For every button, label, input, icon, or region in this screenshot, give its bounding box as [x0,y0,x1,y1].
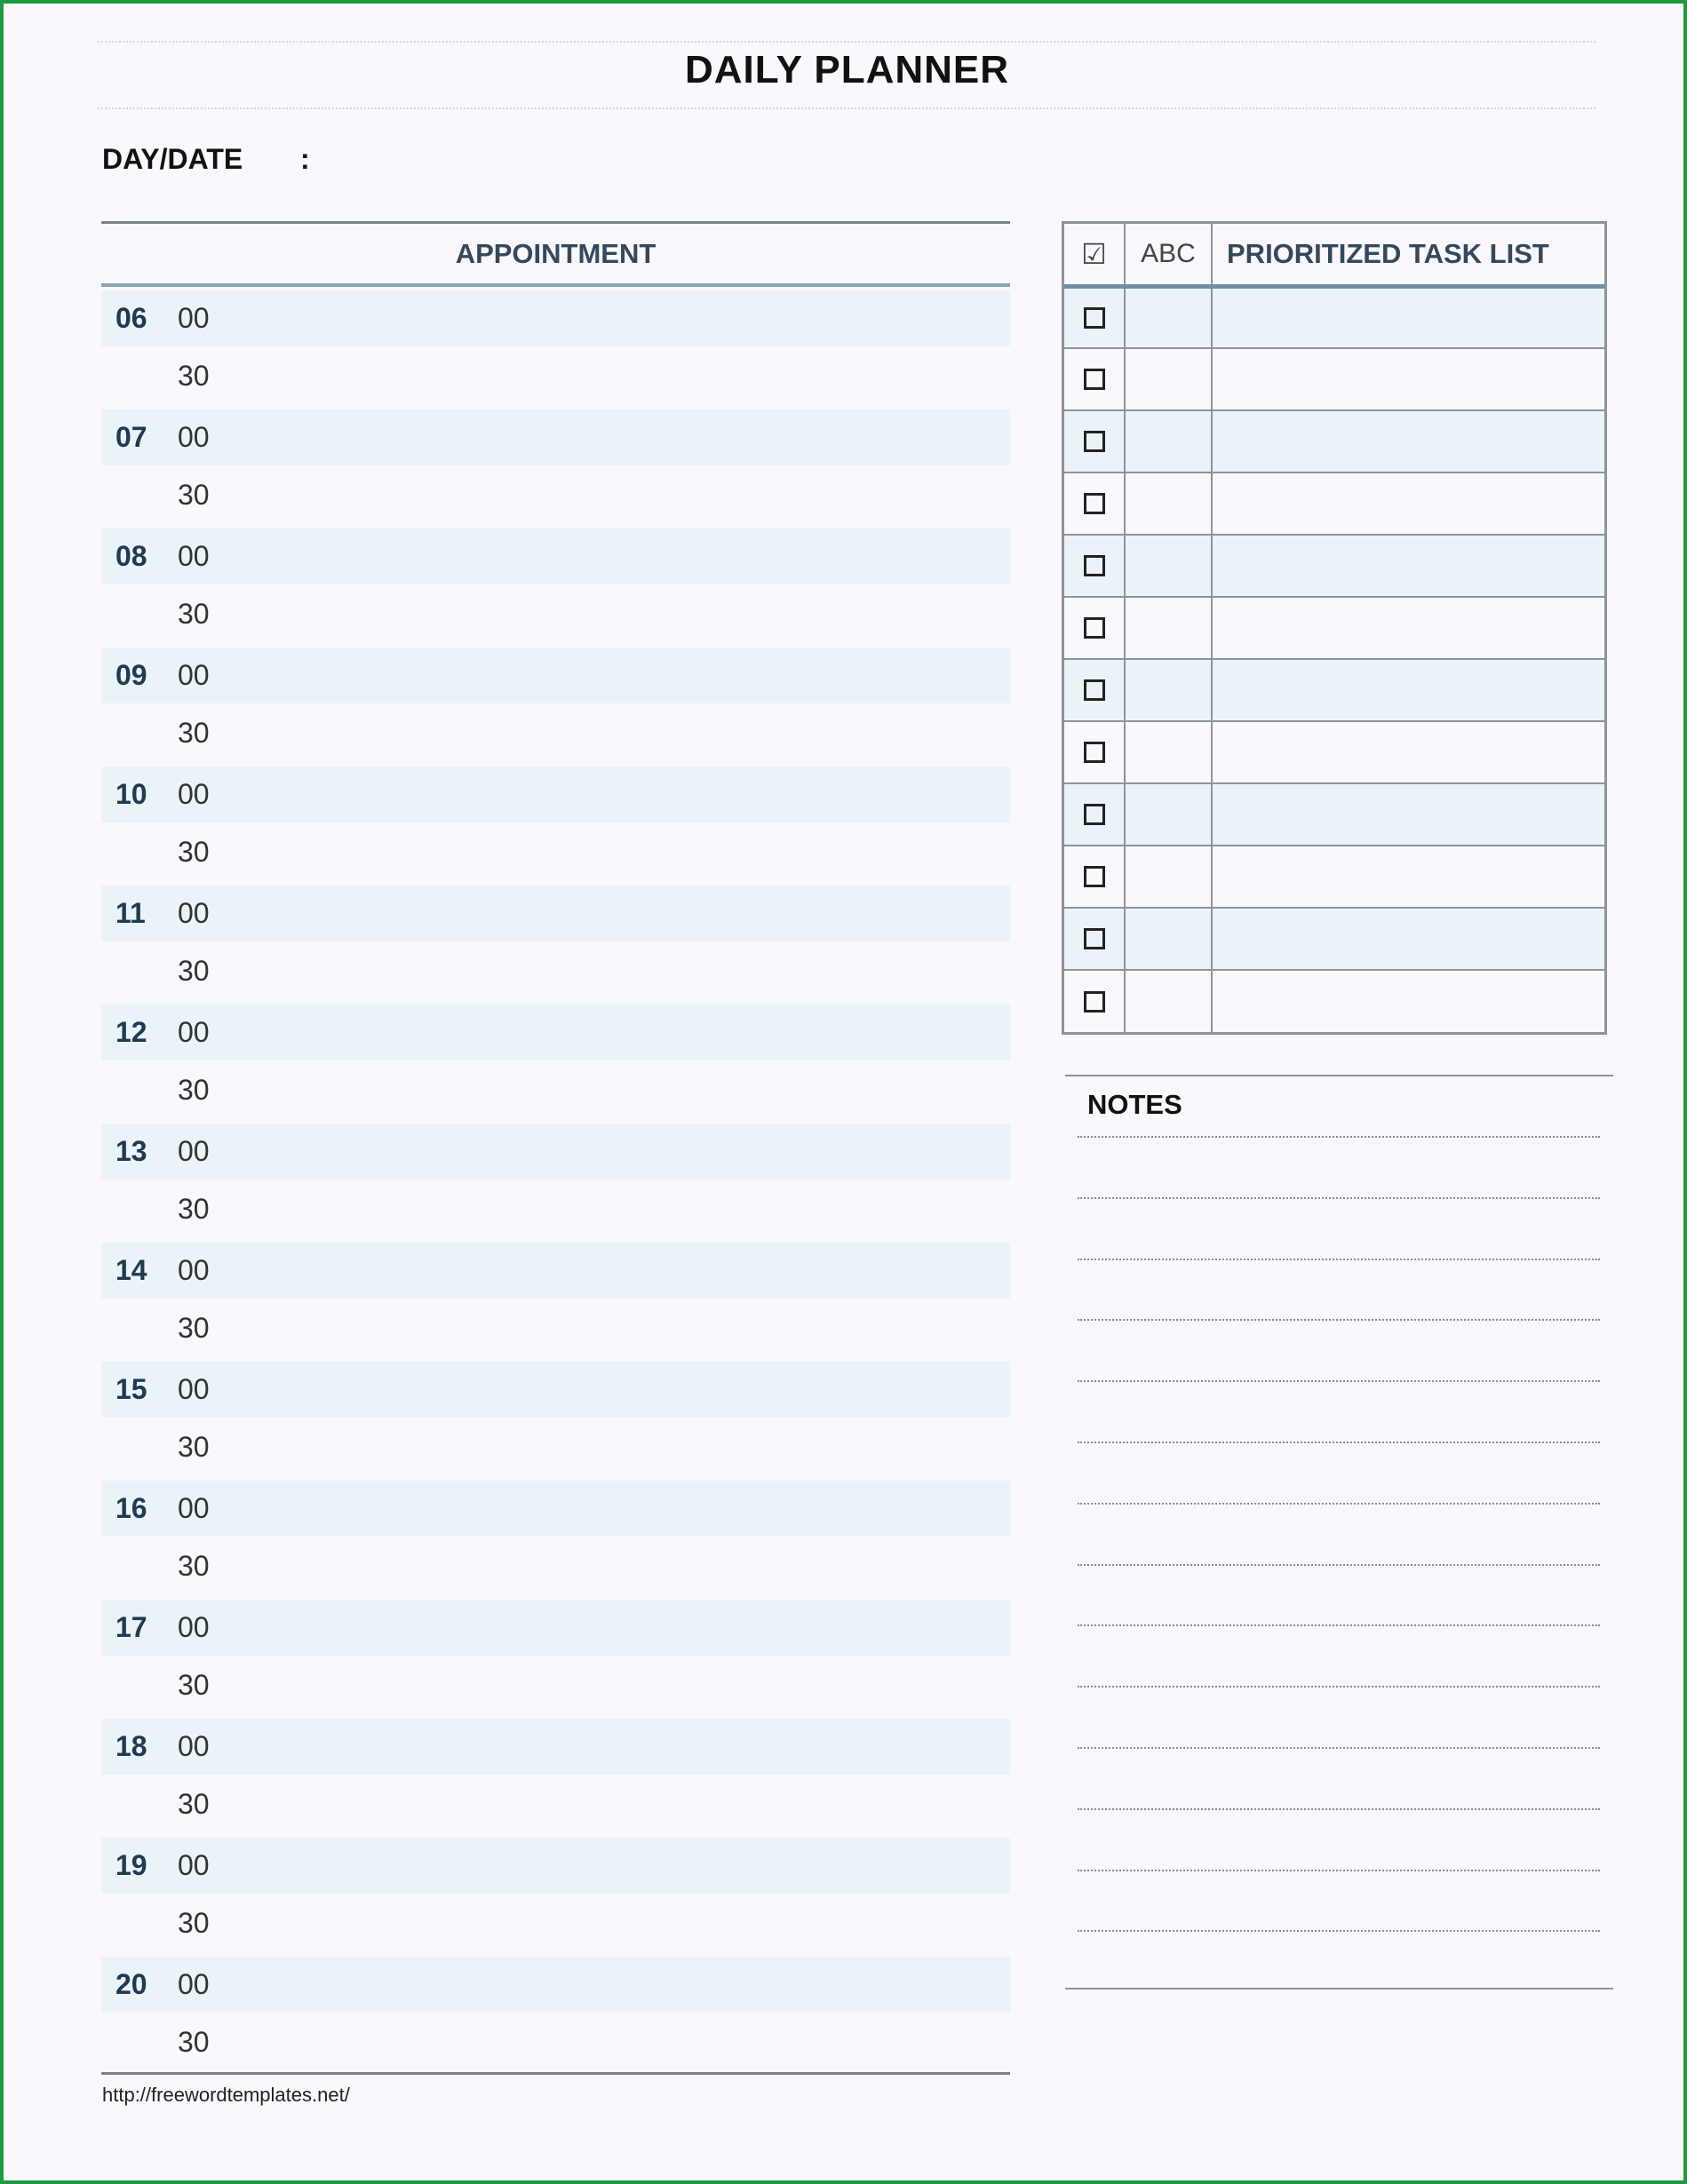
page-title: DAILY PLANNER [684,48,1010,91]
slot-minute: 30 [178,1550,210,1582]
task-row [1064,659,1604,721]
task-checkbox-cell [1064,286,1125,348]
top-dotted-rule [98,41,1595,43]
task-row [1064,286,1604,348]
task-priority-cell[interactable] [1125,286,1212,348]
task-checkbox-cell [1064,721,1125,783]
slot-minute: 00 [178,302,210,334]
task-row [1064,721,1604,783]
note-line[interactable] [1078,1441,1600,1443]
task-text-cell[interactable] [1212,970,1604,1032]
appointment-slot[interactable] [101,584,1010,644]
slot-minute: 30 [178,1193,210,1225]
appointment-slot[interactable] [101,703,1010,763]
note-line[interactable] [1078,1259,1600,1260]
note-line[interactable] [1078,1319,1600,1321]
appointment-slot[interactable] [101,409,1010,465]
task-row [1064,783,1604,846]
task-checkbox-cell [1064,846,1125,908]
appointment-section [101,221,1010,2075]
appointment-slot[interactable] [101,1362,1010,1418]
slot-minute: 30 [178,1788,210,1820]
checkbox-icon[interactable] [1084,742,1105,763]
task-priority-cell[interactable] [1125,846,1212,908]
notes-top-rule [1065,1075,1613,1076]
appointment-slot[interactable] [101,1179,1010,1239]
slot-minute: 30 [178,955,210,987]
slot-hour: 18 [115,1730,147,1762]
note-line[interactable] [1078,1197,1600,1199]
appointment-slot[interactable] [101,1298,1010,1358]
slot-hour: 14 [115,1254,147,1286]
task-text-cell[interactable] [1212,908,1604,970]
day-date-colon[interactable]: : [300,143,310,175]
slot-hour: 11 [115,897,146,929]
task-text-cell[interactable] [1212,783,1604,846]
appointment-slot[interactable] [101,290,1010,346]
task-checkbox-cell [1064,473,1125,535]
task-checkbox-cell [1064,908,1125,970]
slot-minute: 00 [178,421,210,453]
task-row [1064,846,1604,908]
slot-minute: 00 [178,1135,210,1167]
appointment-slot[interactable] [101,346,1010,406]
appointment-slot[interactable] [101,1719,1010,1775]
slot-minute: 30 [178,836,210,868]
note-line[interactable] [1078,1930,1600,1932]
task-priority-cell[interactable] [1125,473,1212,535]
appointment-slot[interactable] [101,1005,1010,1060]
appointment-slots [101,290,1010,2072]
checkbox-icon[interactable] [1084,431,1105,452]
task-text-cell[interactable] [1212,286,1604,348]
slot-minute: 00 [178,897,210,929]
appointment-slot[interactable] [101,647,1010,703]
slot-hour: 20 [115,1968,147,2000]
checkbox-icon[interactable] [1084,493,1105,514]
checkbox-icon[interactable] [1084,991,1105,1013]
appointment-slot[interactable] [101,1894,1010,1953]
appointment-slot[interactable] [101,1775,1010,1834]
task-text-cell[interactable] [1212,348,1604,410]
task-list [1062,221,1607,1035]
task-checkbox-cell [1064,348,1125,410]
task-priority-cell[interactable] [1125,783,1212,846]
appointment-slot[interactable] [101,465,1010,525]
slot-minute: 00 [178,1968,210,2000]
slot-hour: 09 [115,659,147,691]
appointment-slot[interactable] [101,766,1010,822]
task-text-cell[interactable] [1212,410,1604,473]
checkbox-icon[interactable] [1084,369,1105,390]
task-checkbox-cell [1064,659,1125,721]
task-text-cell[interactable] [1212,535,1604,597]
appointment-slot[interactable] [101,822,1010,882]
notes-section [1065,1075,1613,1989]
slot-minute: 00 [178,1254,210,1286]
slot-hour: 13 [115,1135,147,1167]
slot-hour: 12 [115,1016,147,1048]
note-line[interactable] [1078,1380,1600,1382]
note-line[interactable] [1078,1870,1600,1871]
task-text-cell[interactable] [1212,846,1604,908]
check-header-icon: ☑ [1064,224,1125,286]
slot-hour: 10 [115,778,147,810]
slot-minute: 30 [178,1074,210,1106]
task-row [1064,410,1604,473]
note-line[interactable] [1078,1136,1600,1138]
appointment-header: APPOINTMENT [101,224,1010,287]
task-text-cell[interactable] [1212,597,1604,659]
appointment-slot[interactable] [101,1418,1010,1477]
slot-hour: 19 [115,1849,147,1881]
task-rows [1064,286,1604,1032]
task-row [1064,597,1604,659]
task-row [1064,348,1604,410]
slot-minute: 00 [178,540,210,572]
notes-bottom-rule [1065,1988,1613,1989]
slot-hour: 17 [115,1611,147,1643]
slot-hour: 07 [115,421,147,453]
slot-minute: 30 [178,1431,210,1463]
footer-url[interactable]: http://freewordtemplates.net/ [102,2084,350,2106]
notes-label: NOTES [1087,1089,1182,1120]
appointment-slot[interactable] [101,1243,1010,1298]
slot-hour: 16 [115,1492,147,1524]
task-priority-cell[interactable] [1125,597,1212,659]
task-row [1064,970,1604,1032]
note-line[interactable] [1078,1808,1600,1810]
task-table [1064,224,1604,1032]
task-row [1064,535,1604,597]
priority-header: ABC [1125,224,1212,286]
task-priority-cell[interactable] [1125,659,1212,721]
slot-minute: 30 [178,598,210,630]
note-line[interactable] [1078,1747,1600,1749]
task-row [1064,908,1604,970]
task-priority-cell[interactable] [1125,410,1212,473]
slot-minute: 30 [178,717,210,749]
appointment-slot[interactable] [101,1481,1010,1537]
appointment-slot[interactable] [101,1060,1010,1120]
slot-hour: 15 [115,1373,147,1405]
slot-minute: 00 [178,1849,210,1881]
checkbox-icon[interactable] [1084,679,1105,701]
appointment-slot[interactable] [101,2013,1010,2072]
title-dotted-rule [98,107,1595,109]
slot-minute: 00 [178,1611,210,1643]
task-priority-cell[interactable] [1125,970,1212,1032]
slot-minute: 30 [178,360,210,392]
slot-minute: 00 [178,1492,210,1524]
task-priority-cell[interactable] [1125,535,1212,597]
note-line[interactable] [1078,1503,1600,1505]
slot-minute: 00 [178,1016,210,1048]
slot-minute: 30 [178,1312,210,1344]
slot-minute: 00 [178,1373,210,1405]
note-line[interactable] [1078,1686,1600,1688]
checkbox-icon[interactable] [1084,307,1105,329]
slot-minute: 30 [178,1907,210,1939]
task-priority-cell[interactable] [1125,348,1212,410]
appointment-bottom-rule [101,2072,1010,2075]
slot-minute: 00 [178,659,210,691]
checkbox-icon[interactable] [1084,804,1105,825]
appointment-slot[interactable] [101,528,1010,584]
note-line[interactable] [1078,1624,1600,1626]
appointment-slot[interactable] [101,1957,1010,2013]
task-checkbox-cell [1064,970,1125,1032]
appointment-slot[interactable] [101,1537,1010,1596]
checkbox-icon[interactable] [1084,617,1105,639]
task-text-cell[interactable] [1212,473,1604,535]
task-row [1064,473,1604,535]
task-priority-cell[interactable] [1125,908,1212,970]
note-line[interactable] [1078,1564,1600,1566]
task-checkbox-cell [1064,783,1125,846]
checkbox-icon[interactable] [1084,866,1105,887]
task-text-cell[interactable] [1212,659,1604,721]
task-checkbox-cell [1064,535,1125,597]
slot-minute: 00 [178,1730,210,1762]
appointment-slot[interactable] [101,1124,1010,1179]
appointment-slot[interactable] [101,1656,1010,1715]
task-priority-cell[interactable] [1125,721,1212,783]
task-list-title: PRIORITIZED TASK LIST [1212,224,1604,286]
checkbox-icon[interactable] [1084,555,1105,576]
task-text-cell[interactable] [1212,721,1604,783]
day-date-label: DAY/DATE [102,143,243,175]
slot-minute: 30 [178,2026,210,2058]
appointment-slot[interactable] [101,1600,1010,1656]
slot-minute: 30 [178,479,210,511]
slot-minute: 30 [178,1669,210,1701]
slot-hour: 08 [115,540,147,572]
slot-minute: 00 [178,778,210,810]
task-checkbox-cell [1064,410,1125,473]
appointment-slot[interactable] [101,941,1010,1001]
slot-hour: 06 [115,302,147,334]
appointment-slot[interactable] [101,1838,1010,1894]
appointment-slot[interactable] [101,886,1010,941]
task-checkbox-cell [1064,597,1125,659]
checkbox-icon[interactable] [1084,928,1105,949]
